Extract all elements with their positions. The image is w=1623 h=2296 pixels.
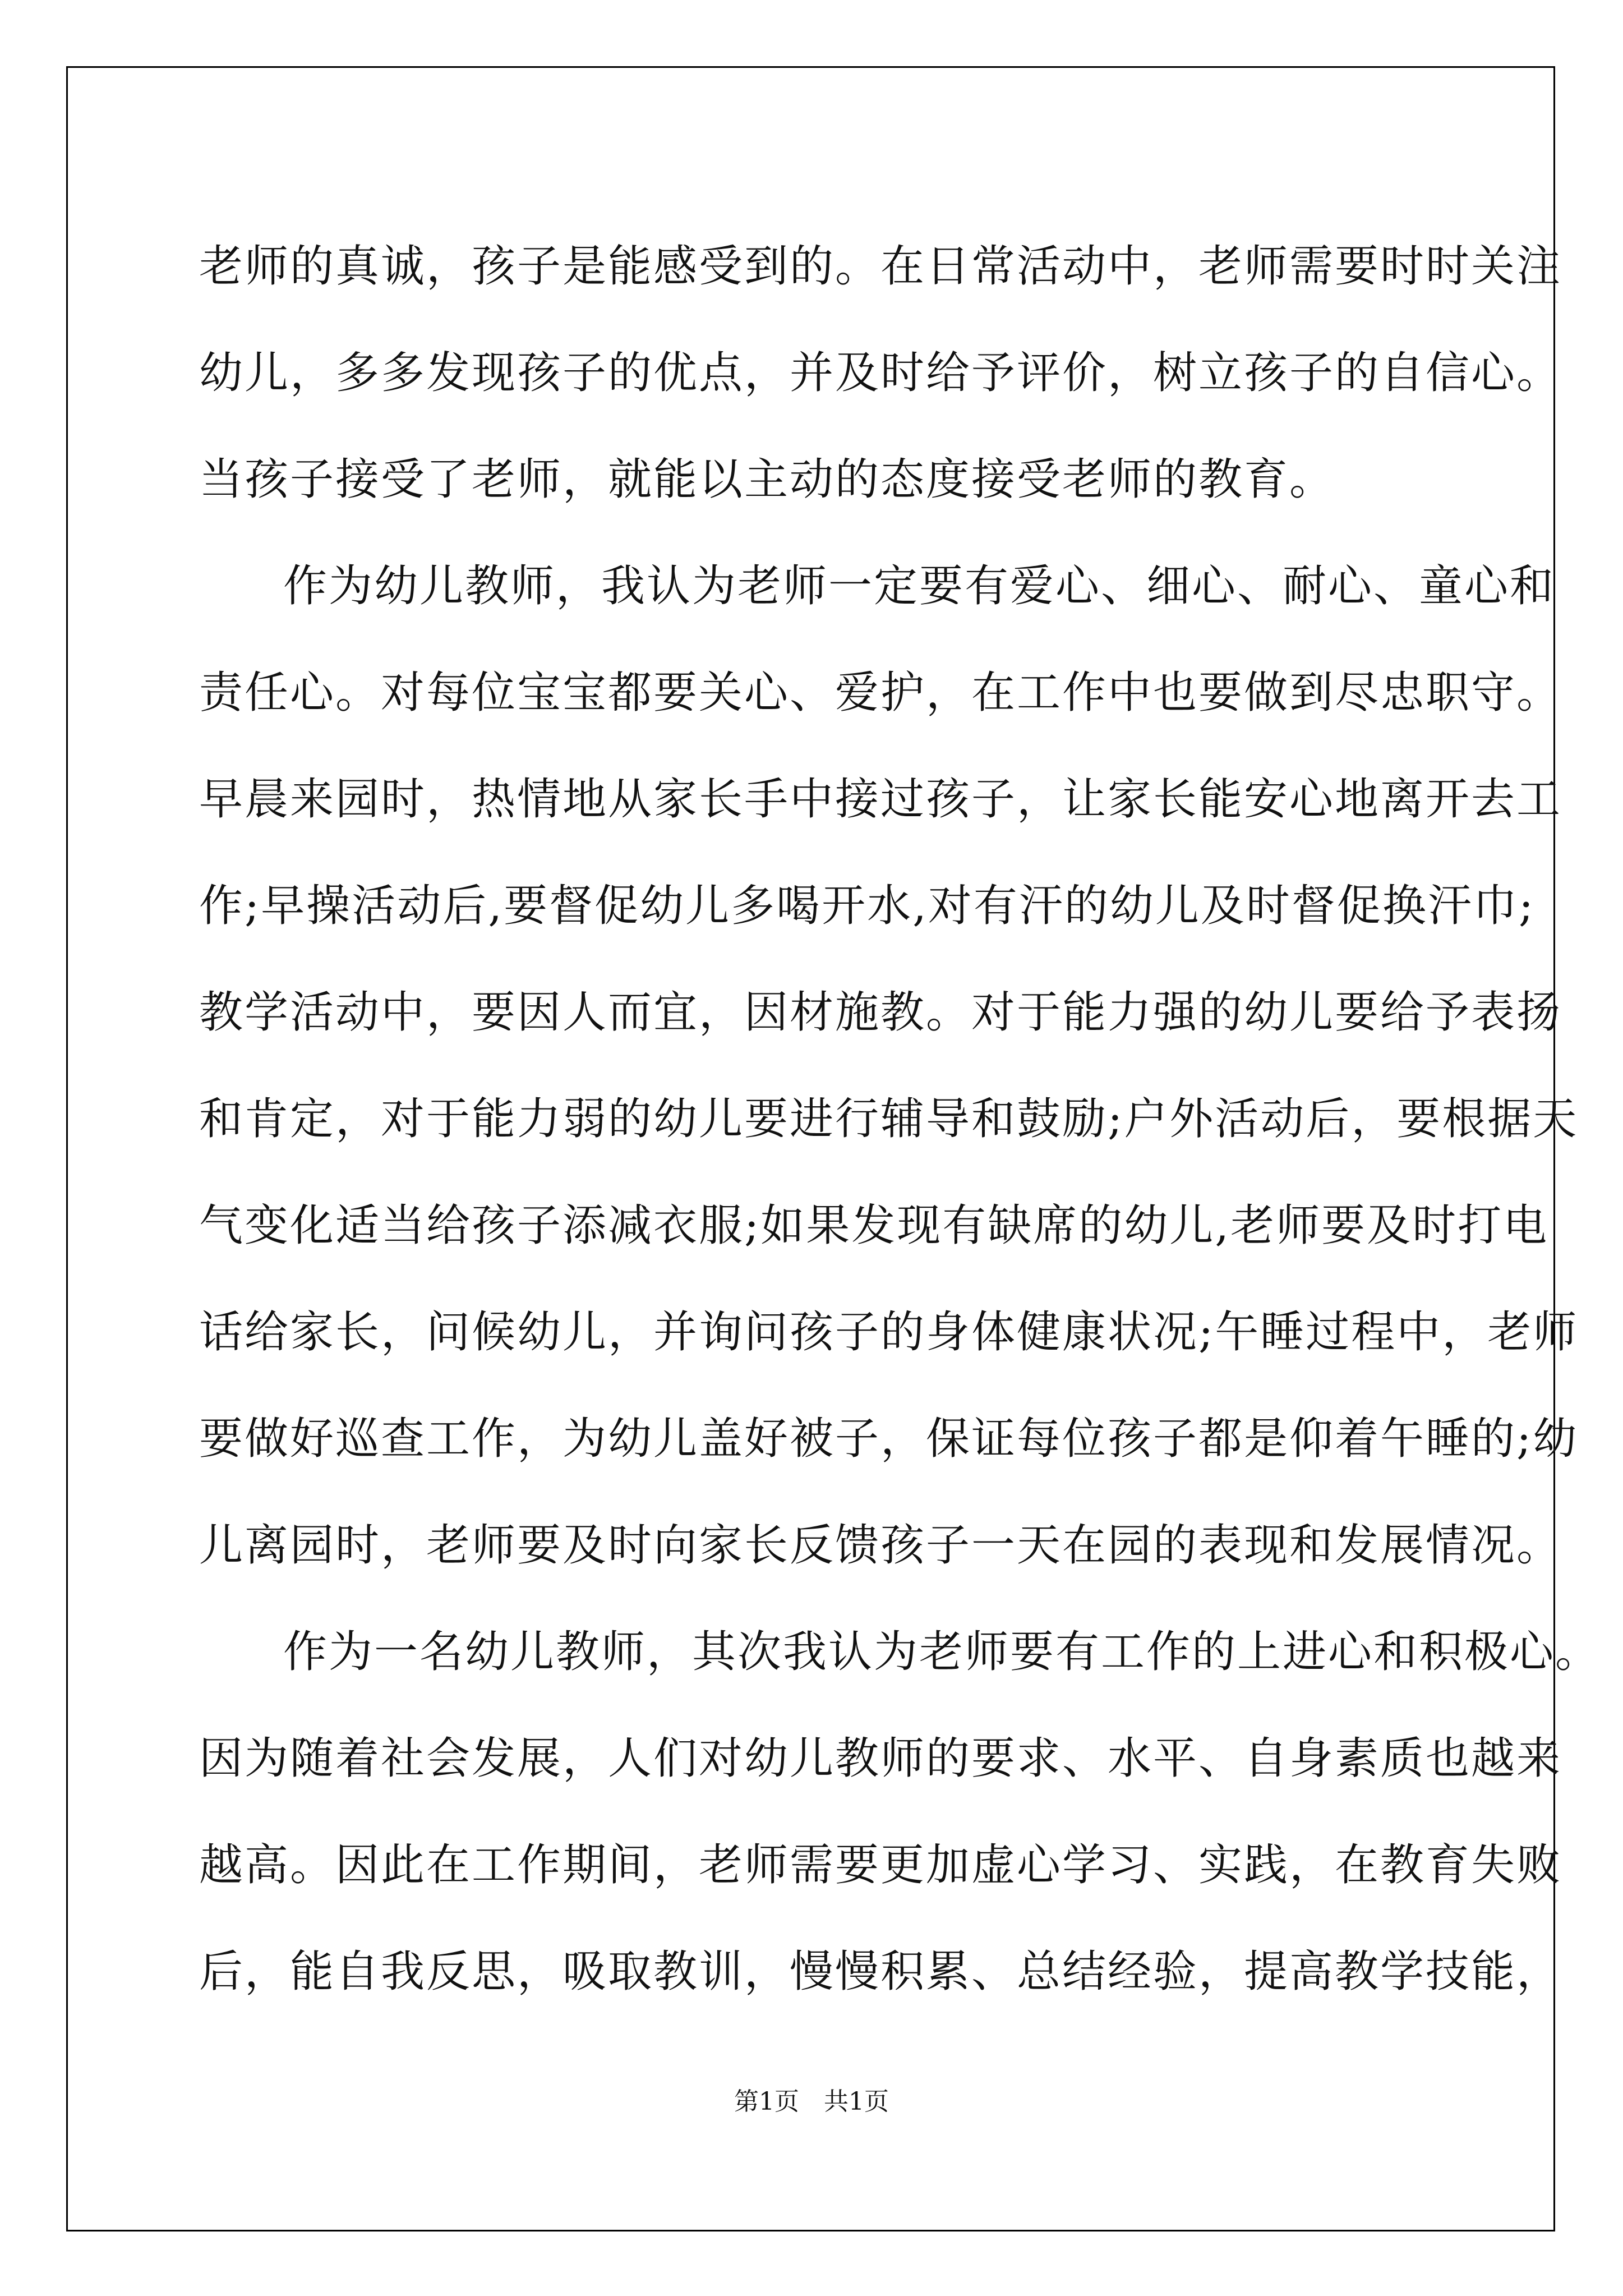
text-line: 话给家长，问候幼儿，并询问孩子的身体健康状况;午睡过程中，老师 — [199, 1307, 1579, 1358]
text-line: 后，能自我反思，吸取教训，慢慢积累、总结经验，提高教学技能， — [199, 1947, 1562, 1997]
text-line: 作;早操活动后,要督促幼儿多喝开水,对有汗的幼儿及时督促换汗巾; — [199, 881, 1536, 931]
text-line: 当孩子接受了老师，就能以主动的态度接受老师的教育。 — [199, 454, 1335, 505]
text-line: 和肯定，对于能力弱的幼儿要进行辅导和鼓励;户外活动后，要根据天 — [199, 1094, 1579, 1144]
text-line: 幼儿，多多发现孩子的优点，并及时给予评价，树立孩子的自信心。 — [199, 348, 1562, 398]
page-number-footer: 第1页 共1页 — [734, 2087, 889, 2116]
text-line: 因为随着社会发展，人们对幼儿教师的要求、水平、自身素质也越来 — [199, 1733, 1562, 1784]
text-line: 要做好巡查工作，为幼儿盖好被子，保证每位孩子都是仰着午睡的;幼 — [199, 1414, 1579, 1464]
text-line: 儿离园时，老师要及时向家长反馈孩子一天在园的表现和发展情况。 — [199, 1520, 1562, 1571]
text-line: 教学活动中，要因人而宜，因材施教。对于能力强的幼儿要给予表扬 — [199, 987, 1562, 1038]
text-line: 责任心。对每位宝宝都要关心、爱护，在工作中也要做到尽忠职守。 — [199, 668, 1562, 718]
document-body — [199, 213, 1601, 2025]
text-line: 作为一名幼儿教师，其次我认为老师要有工作的上进心和积极心。 — [283, 1627, 1601, 1677]
text-line: 早晨来园时，热情地从家长手中接过孩子，让家长能安心地离开去工 — [199, 774, 1562, 825]
text-line: 越高。因此在工作期间，老师需要更加虚心学习、实践，在教育失败 — [199, 1840, 1562, 1890]
text-line: 气变化适当给孩子添减衣服;如果发现有缺席的幼儿,老师要及时打电 — [199, 1200, 1549, 1251]
text-line: 作为幼儿教师，我认为老师一定要有爱心、细心、耐心、童心和 — [283, 561, 1556, 611]
text-line: 老师的真诚，孩子是能感受到的。在日常活动中，老师需要时时关注 — [199, 241, 1562, 292]
